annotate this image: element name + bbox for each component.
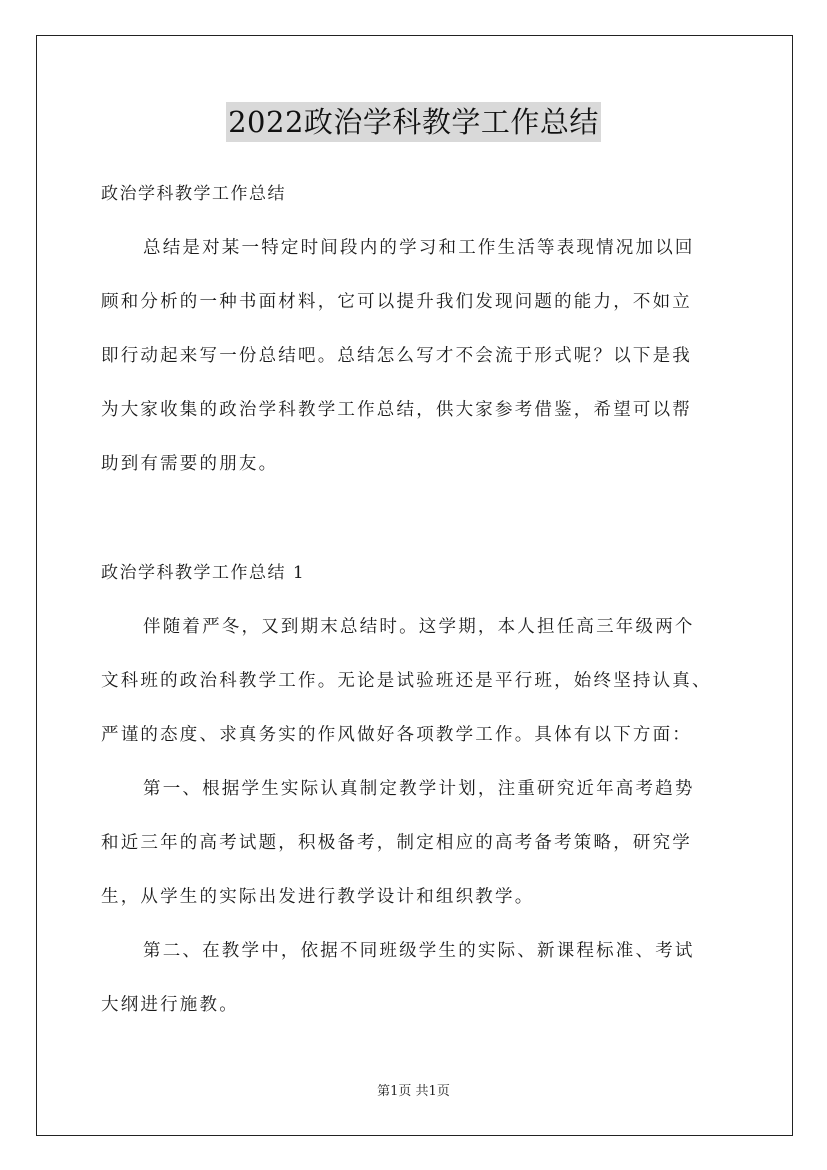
intro-line-3: 即行动起来写一份总结吧。总结怎么写才不会流于形式呢？以下是我 bbox=[101, 346, 692, 366]
intro-line-1: 总结是对某一特定时间段内的学习和工作生活等表现情况加以回 bbox=[143, 238, 695, 258]
section1-para2-line-3: 生，从学生的实际出发进行教学设计和组织教学。 bbox=[101, 887, 535, 907]
section1-para1-line-3: 严谨的态度、求真务实的作风做好各项教学工作。具体有以下方面： bbox=[101, 725, 692, 745]
title-wrap bbox=[0, 102, 827, 142]
page-footer: 第1页 共1页 bbox=[377, 1084, 450, 1099]
intro-line-4: 为大家收集的政治学科教学工作总结，供大家参考借鉴，希望可以帮 bbox=[101, 400, 692, 420]
intro-line-5: 助到有需要的朋友。 bbox=[101, 454, 279, 474]
section1-para3-line-1: 第二、在教学中，依据不同班级学生的实际、新课程标准、考试 bbox=[143, 941, 695, 961]
section1-para3-line-2: 大纲进行施教。 bbox=[101, 995, 239, 1015]
section1-para2-line-1: 第一、根据学生实际认真制定教学计划，注重研究近年高考趋势 bbox=[143, 779, 695, 799]
section1-para1-line-1: 伴随着严冬，又到期末总结时。这学期，本人担任高三年级两个 bbox=[143, 617, 695, 637]
intro-heading: 政治学科教学工作总结 bbox=[101, 184, 286, 204]
intro-line-2: 顾和分析的一种书面材料，它可以提升我们发现问题的能力，不如立 bbox=[101, 292, 692, 312]
section1-para2-line-2: 和近三年的高考试题，积极备考，制定相应的高考备考策略，研究学 bbox=[101, 833, 692, 853]
document-title: 2022政治学科教学工作总结 bbox=[226, 102, 601, 142]
section1-para1-line-2: 文科班的政治科教学工作。无论是试验班还是平行班，始终坚持认真、 bbox=[101, 671, 712, 691]
section1-heading: 政治学科教学工作总结 1 bbox=[101, 563, 306, 583]
